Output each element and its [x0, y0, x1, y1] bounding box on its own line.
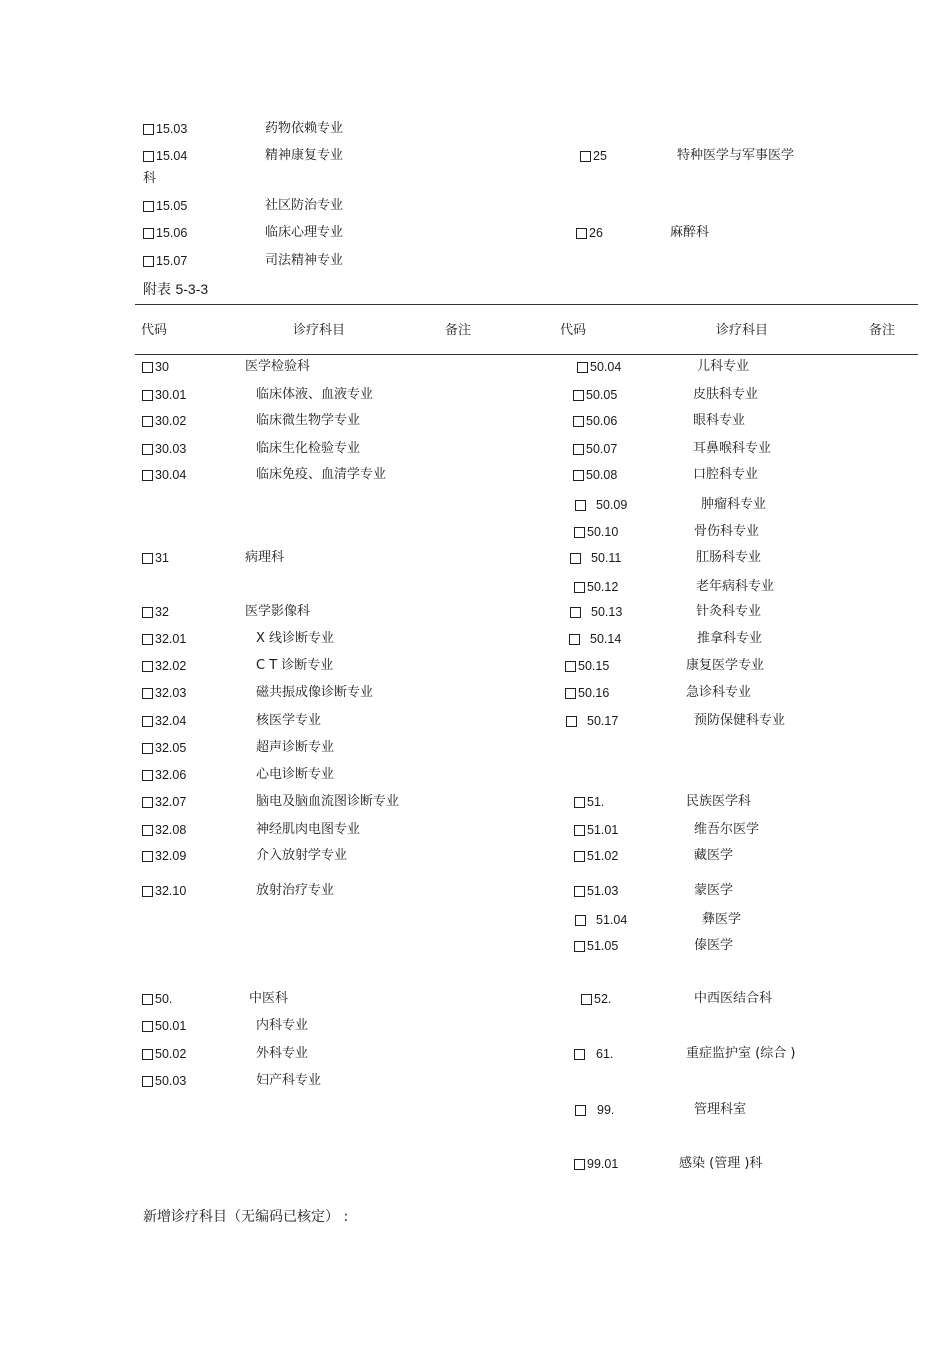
table-row — [574, 524, 618, 541]
table-row — [142, 441, 186, 458]
subject-name: X 线诊断专业 — [256, 631, 335, 646]
checkbox[interactable] — [581, 994, 592, 1005]
subject-name: 妇产科专业 — [256, 1073, 322, 1088]
subject-name: 耳鼻喉科专业 — [693, 441, 772, 456]
table-row — [142, 359, 169, 376]
code: 32.09 — [155, 849, 187, 863]
checkbox[interactable] — [142, 688, 153, 699]
subject-name: 肿瘤科专业 — [701, 497, 767, 512]
subject-name: C T 诊断专业 — [256, 658, 334, 673]
checkbox[interactable] — [565, 688, 576, 699]
checkbox[interactable] — [143, 256, 154, 267]
code: 32.08 — [155, 823, 187, 837]
subject-name: 中医科 — [249, 991, 289, 1006]
header-remark: 备注 — [445, 323, 472, 338]
header-code: 代码 — [141, 323, 168, 338]
header-code-2: 代码 — [560, 323, 587, 338]
code: 26 — [589, 226, 603, 240]
checkbox[interactable] — [142, 851, 153, 862]
checkbox[interactable] — [142, 362, 153, 373]
code: 51.05 — [587, 939, 619, 953]
table-row — [573, 413, 617, 430]
checkbox[interactable] — [574, 1049, 585, 1060]
checkbox[interactable] — [143, 124, 154, 135]
code: 32.04 — [155, 714, 187, 728]
table-row — [569, 631, 621, 648]
subject-name: 管理科室 — [694, 1102, 747, 1117]
header-bottom-rule — [135, 354, 918, 355]
table-row — [570, 604, 622, 621]
table-row — [574, 794, 604, 811]
checkbox[interactable] — [573, 470, 584, 481]
checkbox[interactable] — [142, 743, 153, 754]
subject-name: 肛肠科专业 — [696, 550, 762, 565]
table-row — [142, 685, 186, 702]
code: 32.02 — [155, 659, 187, 673]
code: 50.03 — [155, 1074, 187, 1088]
subject-name: 神经肌肉电图专业 — [256, 822, 361, 837]
subject-name: 临床微生物学专业 — [256, 413, 361, 428]
checkbox[interactable] — [574, 886, 585, 897]
subject-name: 傣医学 — [694, 938, 734, 953]
subject-name: 老年病科专业 — [696, 579, 775, 594]
table-row — [142, 848, 186, 865]
checkbox[interactable] — [574, 797, 585, 808]
table-row — [573, 387, 617, 404]
checkbox[interactable] — [570, 607, 581, 618]
table-row — [142, 387, 186, 404]
table-row — [574, 938, 618, 955]
code: 50.11 — [591, 551, 622, 565]
code: 50.09 — [596, 498, 628, 512]
subject-name: 超声诊断专业 — [256, 740, 335, 755]
checkbox[interactable] — [142, 886, 153, 897]
checkbox[interactable] — [574, 851, 585, 862]
checkbox[interactable] — [569, 634, 580, 645]
checkbox[interactable] — [577, 362, 588, 373]
subject-name: 核医学专业 — [256, 713, 322, 728]
code: 50.01 — [155, 1019, 187, 1033]
table-row — [142, 740, 186, 757]
code: 51.02 — [587, 849, 619, 863]
table-row — [574, 883, 618, 900]
checkbox[interactable] — [566, 716, 577, 727]
list-item — [143, 148, 187, 165]
list-item — [143, 198, 187, 215]
code: 32 — [155, 605, 169, 619]
subject-name: 预防保健科专业 — [694, 713, 786, 728]
checkbox[interactable] — [576, 228, 587, 239]
table-row — [142, 1018, 186, 1035]
subject-name: 临床生化检验专业 — [256, 441, 361, 456]
table-row — [574, 822, 618, 839]
code: 25 — [593, 149, 607, 163]
footer-note: 新增诊疗科目（无编码已核定） : — [143, 1209, 349, 1225]
subject-name: 皮肤科专业 — [693, 387, 759, 402]
checkbox[interactable] — [574, 941, 585, 952]
list-item — [143, 253, 187, 270]
table-row — [570, 550, 621, 567]
subject-name: 藏医学 — [694, 848, 734, 863]
code: 32.06 — [155, 768, 187, 782]
subject-name: 蒙医学 — [694, 883, 734, 898]
code: 50.02 — [155, 1047, 187, 1061]
subject-name: 中西医结合科 — [694, 991, 773, 1006]
subject-name: 感染 (管理 )科 — [679, 1156, 763, 1171]
table-row — [142, 604, 169, 621]
code: 30.04 — [155, 468, 187, 482]
code: 52. — [594, 992, 612, 1006]
subject-name: 司法精神专业 — [265, 253, 344, 268]
code: 50.17 — [587, 714, 619, 728]
subject-name: 心电诊断专业 — [256, 767, 335, 782]
header-subject: 诊疗科目 — [293, 323, 346, 338]
checkbox[interactable] — [142, 770, 153, 781]
table-row — [142, 1073, 186, 1090]
table-row — [142, 413, 186, 430]
subject-name: 儿科专业 — [697, 359, 750, 374]
wrapped-text: 科 — [143, 171, 157, 186]
subject-name: 民族医学科 — [686, 794, 752, 809]
table-row — [142, 631, 186, 648]
subject-name: 彝医学 — [702, 912, 742, 927]
code: 50.04 — [590, 360, 622, 374]
subject-name: 脑电及脑血流图诊断专业 — [256, 794, 400, 809]
checkbox[interactable] — [143, 228, 154, 239]
checkbox[interactable] — [142, 1076, 153, 1087]
checkbox[interactable] — [574, 527, 585, 538]
code: 50.10 — [587, 525, 619, 539]
checkbox[interactable] — [575, 500, 586, 511]
table-row — [574, 1046, 613, 1063]
table-row — [566, 713, 618, 730]
checkbox[interactable] — [565, 661, 576, 672]
checkbox[interactable] — [574, 582, 585, 593]
code: 30.02 — [155, 414, 187, 428]
subject-name: 社区防治专业 — [265, 198, 344, 213]
code: 32.05 — [155, 741, 187, 755]
subject-name: 针灸科专业 — [696, 604, 762, 619]
table-row — [142, 550, 169, 567]
code: 51.01 — [587, 823, 619, 837]
checkbox[interactable] — [142, 553, 153, 564]
code: 50.15 — [578, 659, 610, 673]
subject-name: 麻醉科 — [670, 225, 710, 240]
checkbox[interactable] — [142, 1049, 153, 1060]
checkbox[interactable] — [142, 825, 153, 836]
table-row — [565, 685, 609, 702]
table-row — [573, 467, 617, 484]
code: 99.01 — [587, 1157, 619, 1171]
subject-name: 介入放射学专业 — [256, 848, 348, 863]
code: 50.13 — [591, 605, 623, 619]
subject-name: 急诊科专业 — [686, 685, 752, 700]
header-subject-2: 诊疗科目 — [716, 323, 769, 338]
checkbox[interactable] — [142, 797, 153, 808]
table-row — [142, 467, 186, 484]
subject-name: 临床免疫、血清学专业 — [256, 467, 387, 482]
code: 61. — [596, 1047, 614, 1061]
code: 15.03 — [156, 122, 188, 136]
table-row — [574, 848, 618, 865]
table-row — [565, 658, 609, 675]
code: 50.07 — [586, 442, 618, 456]
subject-name: 康复医学专业 — [686, 658, 765, 673]
header-remark-2: 备注 — [869, 323, 896, 338]
code: 15.06 — [156, 226, 188, 240]
subject-name: 维吾尔医学 — [694, 822, 760, 837]
checkbox[interactable] — [574, 825, 585, 836]
caption-prefix: 附表 — [143, 282, 171, 298]
checkbox[interactable] — [142, 390, 153, 401]
checkbox[interactable] — [575, 915, 586, 926]
code: 15.05 — [156, 199, 188, 213]
code: 50.08 — [586, 468, 618, 482]
code: 50.05 — [586, 388, 618, 402]
checkbox[interactable] — [142, 994, 153, 1005]
checkbox[interactable] — [142, 416, 153, 427]
table-row — [575, 1102, 614, 1119]
table-row — [142, 822, 186, 839]
table-row — [577, 359, 621, 376]
code: 32.01 — [155, 632, 187, 646]
code: 31 — [155, 551, 169, 565]
subject-name: 药物依赖专业 — [265, 121, 344, 136]
checkbox[interactable] — [142, 634, 153, 645]
checkbox[interactable] — [142, 1021, 153, 1032]
table-row — [574, 579, 618, 596]
subject-name: 临床体液、血液专业 — [256, 387, 374, 402]
code: 50. — [155, 992, 173, 1006]
code: 51.03 — [587, 884, 619, 898]
code: 32.03 — [155, 686, 187, 700]
code: 50.06 — [586, 414, 618, 428]
code: 30.03 — [155, 442, 187, 456]
table-row — [142, 767, 186, 784]
table-row — [142, 713, 186, 730]
subject-name: 临床心理专业 — [265, 225, 344, 240]
table-row — [581, 991, 611, 1008]
code: 30.01 — [155, 388, 187, 402]
subject-name: 精神康复专业 — [265, 148, 344, 163]
list-item — [143, 121, 187, 138]
checkbox[interactable] — [574, 1159, 585, 1170]
checkbox[interactable] — [570, 553, 581, 564]
list-item — [576, 225, 603, 242]
checkbox[interactable] — [142, 470, 153, 481]
checkbox[interactable] — [573, 444, 584, 455]
table-row — [142, 991, 172, 1008]
list-item — [580, 148, 607, 165]
table-row — [574, 1156, 618, 1173]
subject-name: 外科专业 — [256, 1046, 309, 1061]
checkbox[interactable] — [573, 416, 584, 427]
table-row — [142, 1046, 186, 1063]
table-row — [142, 883, 186, 900]
subject-name: 内科专业 — [256, 1018, 309, 1033]
header-top-rule — [135, 304, 918, 305]
subject-name: 特种医学与军事医学 — [677, 148, 795, 163]
code: 30 — [155, 360, 169, 374]
checkbox[interactable] — [143, 201, 154, 212]
code: 50.12 — [587, 580, 619, 594]
table-row — [573, 441, 617, 458]
checkbox[interactable] — [142, 661, 153, 672]
subject-name: 病理科 — [245, 550, 285, 565]
subject-name: 口腔科专业 — [693, 467, 759, 482]
subject-name: 医学影像科 — [245, 604, 311, 619]
table-row — [142, 658, 186, 675]
code: 50.14 — [590, 632, 622, 646]
code: 15.07 — [156, 254, 188, 268]
code: 15.04 — [156, 149, 188, 163]
subject-name: 推拿科专业 — [697, 631, 763, 646]
table-caption — [143, 279, 208, 299]
subject-name: 医学检验科 — [245, 359, 311, 374]
subject-name: 磁共振成像诊断专业 — [256, 685, 374, 700]
subject-name: 放射治疗专业 — [256, 883, 335, 898]
code: 51. — [587, 795, 605, 809]
checkbox[interactable] — [143, 151, 154, 162]
checkbox[interactable] — [142, 716, 153, 727]
checkbox[interactable] — [573, 390, 584, 401]
checkbox[interactable] — [575, 1105, 586, 1116]
table-row — [575, 497, 627, 514]
checkbox[interactable] — [142, 607, 153, 618]
code: 50.16 — [578, 686, 610, 700]
caption-number: 5-3-3 — [175, 281, 209, 297]
subject-name: 眼科专业 — [693, 413, 746, 428]
checkbox[interactable] — [580, 151, 591, 162]
table-row — [575, 912, 627, 929]
code: 32.07 — [155, 795, 187, 809]
subject-name: 重症监护室 (综合 ) — [686, 1046, 796, 1061]
table-row — [142, 794, 186, 811]
code: 32.10 — [155, 884, 187, 898]
code: 99. — [597, 1103, 615, 1117]
code: 51.04 — [596, 913, 628, 927]
subject-name: 骨伤科专业 — [694, 524, 760, 539]
checkbox[interactable] — [142, 444, 153, 455]
list-item — [143, 225, 187, 242]
